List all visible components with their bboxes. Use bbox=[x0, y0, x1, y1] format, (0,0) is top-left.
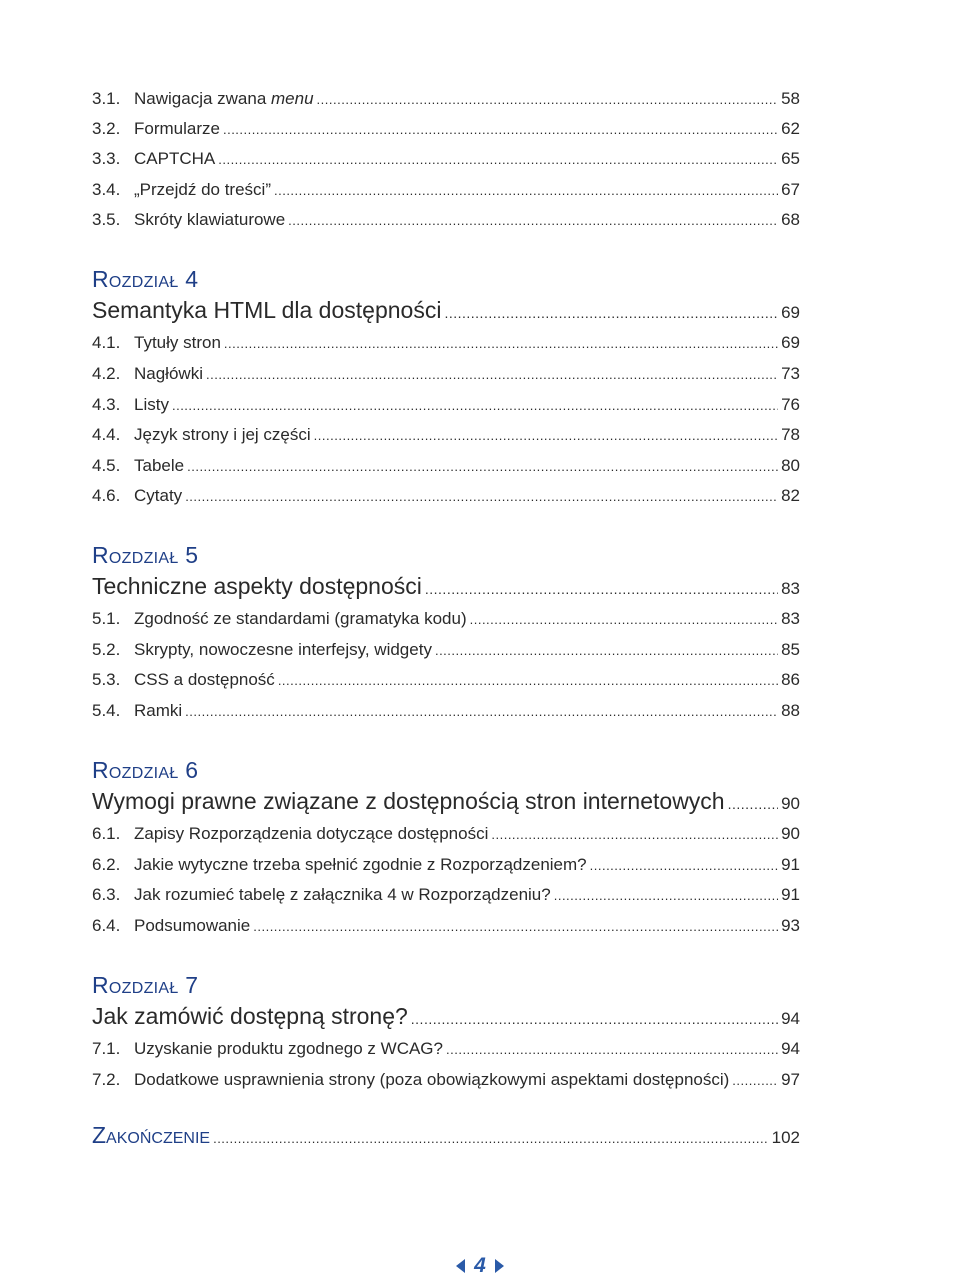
entry-number: 7.1. bbox=[92, 1039, 121, 1058]
toc-entry-4-1[interactable] bbox=[92, 332, 800, 355]
chapter-title: Techniczne aspekty dostępności bbox=[92, 573, 422, 599]
dot-leader bbox=[185, 486, 778, 508]
entry-number: 5.1. bbox=[92, 609, 121, 628]
entry-page: 80 bbox=[781, 456, 800, 475]
entry-title: Formularze bbox=[134, 119, 220, 138]
entry-page: 65 bbox=[781, 149, 800, 168]
toc-entry-3-1[interactable] bbox=[92, 88, 800, 111]
entry-title: Podsumowanie bbox=[134, 916, 251, 935]
entry-number: 3.4. bbox=[92, 180, 121, 199]
toc-entry-6-3[interactable] bbox=[92, 884, 800, 907]
entry-number: 6.2. bbox=[92, 855, 121, 874]
dot-leader bbox=[314, 425, 778, 447]
entry-number: 4.3. bbox=[92, 395, 121, 414]
entry-number: 3.1. bbox=[92, 89, 121, 108]
entry-page: 69 bbox=[781, 333, 800, 352]
dot-leader bbox=[317, 89, 779, 111]
dot-leader bbox=[274, 180, 778, 202]
chapter-title-6[interactable] bbox=[92, 787, 800, 818]
entry-page: 62 bbox=[781, 119, 800, 138]
dot-leader bbox=[728, 790, 778, 818]
dot-leader bbox=[411, 1005, 778, 1033]
entry-page: 86 bbox=[781, 670, 800, 689]
entry-title: Jak rozumieć tabelę z załącznika 4 w Rozporządzeniu? bbox=[134, 885, 551, 904]
dot-leader bbox=[172, 395, 778, 417]
chapter-title-5[interactable] bbox=[92, 572, 800, 603]
entry-title: „Przejdź do treści” bbox=[134, 180, 271, 199]
entry-title: CSS a dostępność bbox=[134, 670, 275, 689]
dot-leader bbox=[732, 1070, 778, 1092]
chapter-label-4: Rozdział 4 bbox=[92, 266, 199, 292]
dot-leader bbox=[223, 119, 778, 141]
toc-entry-5-4[interactable] bbox=[92, 700, 800, 723]
triangle-left-icon bbox=[456, 1259, 465, 1273]
dot-leader bbox=[185, 701, 778, 723]
dot-leader bbox=[288, 210, 778, 232]
dot-leader bbox=[470, 609, 778, 631]
dot-leader bbox=[278, 670, 778, 692]
entry-title: Nagłówki bbox=[134, 364, 203, 383]
entry-number: 5.3. bbox=[92, 670, 121, 689]
toc-entry-ending[interactable] bbox=[92, 1124, 800, 1150]
entry-number: 7.2. bbox=[92, 1070, 121, 1089]
dot-leader bbox=[444, 299, 778, 327]
toc-entry-4-2[interactable] bbox=[92, 363, 800, 386]
entry-page: 90 bbox=[781, 824, 800, 843]
entry-page: 83 bbox=[781, 609, 800, 628]
dot-leader bbox=[206, 364, 778, 386]
entry-title: Listy bbox=[134, 395, 169, 414]
entry-number: 6.1. bbox=[92, 824, 121, 843]
entry-number: 6.3. bbox=[92, 885, 121, 904]
dot-leader bbox=[425, 575, 778, 603]
entry-page: 67 bbox=[781, 180, 800, 199]
chapter-title: Wymogi prawne związane z dostępnością stron internetowych bbox=[92, 788, 725, 814]
entry-number: 4.6. bbox=[92, 486, 121, 505]
toc-entry-5-3[interactable] bbox=[92, 669, 800, 692]
entry-page: 78 bbox=[781, 425, 800, 444]
entry-number: 3.3. bbox=[92, 149, 121, 168]
entry-title: Jakie wytyczne trzeba spełnić zgodnie z Rozporządzeniem? bbox=[134, 855, 587, 874]
toc-entry-4-6[interactable] bbox=[92, 485, 800, 508]
entry-title: Zapisy Rozporządzenia dotyczące dostępności bbox=[134, 824, 489, 843]
toc-entry-7-2[interactable] bbox=[92, 1069, 800, 1092]
entry-number: 5.2. bbox=[92, 640, 121, 659]
entry-page: 90 bbox=[781, 794, 800, 813]
entry-title: Nawigacja zwana menu bbox=[134, 89, 314, 108]
entry-number: 4.4. bbox=[92, 425, 121, 444]
toc-entry-4-5[interactable] bbox=[92, 455, 800, 478]
toc-entry-3-3[interactable] bbox=[92, 148, 800, 171]
chapter-label-5: Rozdział 5 bbox=[92, 542, 199, 568]
entry-title: Język strony i jej części bbox=[134, 425, 311, 444]
dot-leader bbox=[187, 456, 778, 478]
entry-page: 97 bbox=[781, 1070, 800, 1089]
toc-entry-5-2[interactable] bbox=[92, 639, 800, 662]
entry-title: Tytuły stron bbox=[134, 333, 221, 352]
entry-number: 4.2. bbox=[92, 364, 121, 383]
toc-entry-3-5[interactable] bbox=[92, 209, 800, 232]
entry-page: 85 bbox=[781, 640, 800, 659]
entry-page: 83 bbox=[781, 579, 800, 598]
entry-page: 73 bbox=[781, 364, 800, 383]
ending-title: Zakończenie bbox=[92, 1122, 211, 1148]
toc-entry-7-1[interactable] bbox=[92, 1038, 800, 1061]
toc-entry-4-4[interactable] bbox=[92, 424, 800, 447]
dot-leader bbox=[224, 333, 778, 355]
entry-title: Skróty klawiaturowe bbox=[134, 210, 286, 229]
toc-entry-3-4[interactable] bbox=[92, 179, 800, 202]
entry-page: 94 bbox=[781, 1009, 800, 1028]
entry-title: CAPTCHA bbox=[134, 149, 216, 168]
entry-title: Tabele bbox=[134, 456, 185, 475]
dot-leader bbox=[253, 916, 778, 938]
dot-leader bbox=[446, 1039, 778, 1061]
entry-number: 3.2. bbox=[92, 119, 121, 138]
entry-number: 5.4. bbox=[92, 701, 121, 720]
entry-page: 88 bbox=[781, 701, 800, 720]
entry-number: 4.5. bbox=[92, 456, 121, 475]
chapter-title: Jak zamówić dostępną stronę? bbox=[92, 1003, 408, 1029]
chapter-title-4[interactable] bbox=[92, 296, 800, 327]
chapter-title: Semantyka HTML dla dostępności bbox=[92, 297, 442, 323]
dot-leader bbox=[435, 640, 778, 662]
entry-title: Cytaty bbox=[134, 486, 183, 505]
toc-entry-6-4[interactable] bbox=[92, 915, 800, 938]
chapter-label-7: Rozdział 7 bbox=[92, 972, 199, 998]
page-number: 4 bbox=[474, 1254, 486, 1277]
entry-page: 94 bbox=[781, 1039, 800, 1058]
entry-page: 76 bbox=[781, 395, 800, 414]
entry-title: Uzyskanie produktu zgodnego z WCAG? bbox=[134, 1039, 443, 1058]
entry-number: 6.4. bbox=[92, 916, 121, 935]
entry-page: 91 bbox=[781, 855, 800, 874]
entry-page: 68 bbox=[781, 210, 800, 229]
entry-page: 93 bbox=[781, 916, 800, 935]
chapter-title-7[interactable] bbox=[92, 1002, 800, 1033]
toc-entry-5-1[interactable] bbox=[92, 608, 800, 631]
toc-entry-6-1[interactable] bbox=[92, 823, 800, 846]
page-footer bbox=[0, 1252, 960, 1280]
entry-number: 3.5. bbox=[92, 210, 121, 229]
entry-title: Ramki bbox=[134, 701, 183, 720]
dot-leader bbox=[218, 149, 778, 171]
toc-entry-6-2[interactable] bbox=[92, 854, 800, 877]
entry-title: Skrypty, nowoczesne interfejsy, widgety bbox=[134, 640, 432, 659]
entry-page: 58 bbox=[781, 89, 800, 108]
dot-leader bbox=[213, 1128, 769, 1150]
toc-entry-3-2[interactable] bbox=[92, 118, 800, 141]
entry-page: 102 bbox=[771, 1128, 800, 1147]
entry-page: 69 bbox=[781, 303, 800, 322]
toc-entry-4-3[interactable] bbox=[92, 394, 800, 417]
dot-leader bbox=[491, 824, 778, 846]
entry-title: Dodatkowe usprawnienia strony (poza obowiązkowymi aspektami dostępności) bbox=[134, 1070, 730, 1089]
entry-title: Zgodność ze standardami (gramatyka kodu) bbox=[134, 609, 467, 628]
chapter-label-6: Rozdział 6 bbox=[92, 757, 199, 783]
entry-page: 82 bbox=[781, 486, 800, 505]
dot-leader bbox=[554, 885, 778, 907]
entry-page: 91 bbox=[781, 885, 800, 904]
dot-leader bbox=[590, 855, 778, 877]
triangle-right-icon bbox=[495, 1259, 504, 1273]
entry-number: 4.1. bbox=[92, 333, 121, 352]
